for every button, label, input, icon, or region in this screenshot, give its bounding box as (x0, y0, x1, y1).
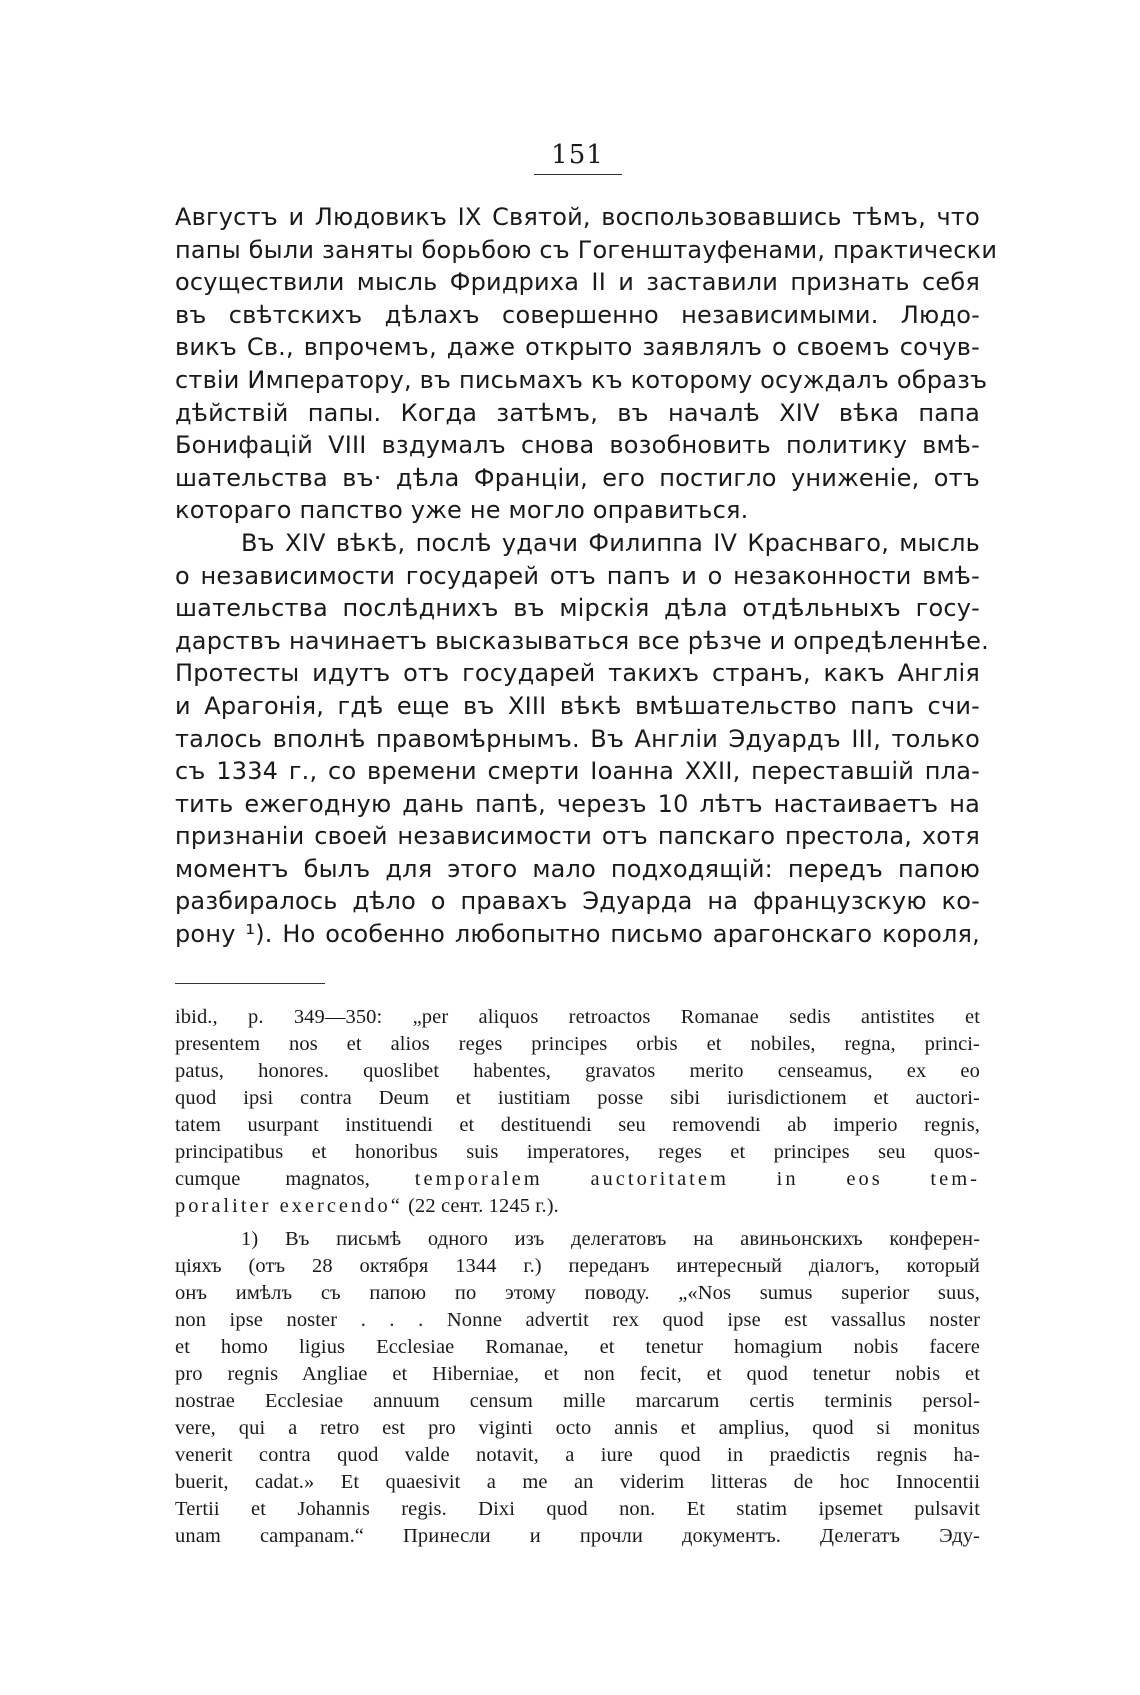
footnote-line: venerit contra quod valde notavit, a iure quod in praedictis regnis ha- (175, 1443, 980, 1466)
footnote-line: Tertii et Johannis regis. Dixi quod non. Et statim ipsemet pulsavit (175, 1497, 980, 1520)
footnote-1 (175, 1226, 980, 1550)
page-number: 151 (551, 140, 604, 170)
text-line: талось вполнѣ правомѣрнымъ. Въ Англіи Эдуардъ III, только (175, 724, 980, 753)
paragraph-1 (175, 201, 998, 527)
text-line: дарствъ начинаетъ высказываться все рѣзче и опредѣленнѣе. (175, 626, 989, 655)
text-line: тить ежегодную дань папѣ, черезъ 10 лѣтъ настаиваетъ на (175, 789, 980, 818)
text-line: Протесты идутъ отъ государей такихъ странъ, какъ Англія (175, 659, 980, 688)
text-line: Въ XIV вѣкѣ, послѣ удачи Филиппа IV Краснваго, мысль (241, 528, 980, 557)
footnote-line: unam campanam.“ Принесли и прочли документъ. Делегатъ Эду- (175, 1524, 980, 1547)
text-line: признаніи своей независимости отъ папскаго престола, хотя (175, 822, 980, 851)
spaced-emphasis: temporalem auctoritatem in eos tem- (414, 1167, 980, 1190)
text-line: папы были заняты борьбою съ Гогенштауфенами, практически (175, 235, 998, 264)
footnote-rule (175, 983, 325, 984)
text-line: котораго папство уже не могло оправиться. (175, 496, 749, 525)
text-line: Бонифацій VIII вздумалъ снова возобновить политику вмѣ- (175, 431, 980, 460)
footnote-continuation (175, 1004, 980, 1220)
footnote-line: 1) Въ письмѣ одного изъ делегатовъ на авиньонскихъ конферен- (241, 1227, 980, 1250)
footnote-line: presentem nos et alios reges principes orbis et nobiles, regna, princi- (175, 1032, 980, 1055)
footnote-line (175, 1193, 980, 1220)
text-line: и Арагонія, гдѣ еще въ XIII вѣкѣ вмѣшательство папъ счи- (175, 691, 980, 720)
page-number-rule (534, 174, 622, 175)
footnote-line (175, 1166, 980, 1193)
footnote-line: et homo ligius Ecclesiae Romanae, et tenetur homagium nobis facere (175, 1335, 980, 1358)
text-line: осуществили мысль Фридриха II и заставили признать себя (175, 268, 980, 297)
footnote-line: nostrae Ecclesiae annuum censum mille marcarum certis terminis persol- (175, 1389, 980, 1412)
footnote-line: quod ipsi contra Deum et iustitiam posse sibi iurisdictionem et auctori- (175, 1086, 980, 1109)
text-line: викъ Св., впрочемъ, даже открыто заявлялъ о своемъ сочув- (175, 333, 980, 362)
text-line: дѣйствій папы. Когда затѣмъ, въ началѣ XIV вѣка папа (175, 398, 980, 427)
text-line: шательства въ· дѣла Франціи, его постигло униженіе, отъ (175, 463, 980, 492)
book-page (175, 140, 998, 1550)
text-line: рону ¹). Но особенно любопытно письмо арагонскаго короля, (175, 920, 980, 949)
text-line: въ свѣтскихъ дѣлахъ совершенно независимыми. Людо- (175, 300, 980, 329)
footnote-line: patus, honores. quoslibet habentes, gravatos merito censeamus, ex eo (175, 1059, 980, 1082)
footnote-line: non ipse noster . . . Nonne advertit rex quod ipse est vassallus noster (175, 1308, 980, 1331)
main-text (175, 201, 998, 951)
footnote-line: principatibus et honoribus suis imperatores, reges et principes seu quos- (175, 1140, 980, 1163)
footnote-line: ціяхъ (отъ 28 октября 1344 г.) переданъ интересный діалогъ, который (175, 1254, 980, 1277)
text-line: моментъ былъ для этого мало подходящій: передъ папою (175, 854, 980, 883)
footnote-fragment: (22 сент. 1245 г.). (408, 1194, 559, 1217)
footnote-line: ibid., p. 349—350: „per aliquos retroactos Romanae sedis antistites et (175, 1005, 980, 1028)
text-line: съ 1334 г., со времени смерти Іоанна XXII, переставшій пла- (175, 757, 980, 786)
footnote-line: tatem usurpant instituendi et destituendi seu removendi ab imperio regnis, (175, 1113, 980, 1136)
footnotes (175, 1004, 980, 1550)
text-line: шательства послѣднихъ въ мірскія дѣла отдѣльныхъ госу- (175, 594, 980, 623)
footnote-line: vere, qui a retro est pro viginti octo annis et amplius, quod si monitus (175, 1416, 980, 1439)
text-line: Августъ и Людовикъ IX Святой, воспользовавшись тѣмъ, что (175, 203, 980, 231)
footnote-line: pro regnis Angliae et Hiberniae, et non fecit, et quod tenetur nobis et (175, 1362, 980, 1385)
footnote-line: онъ имѣлъ съ папою по этому поводу. „«Nos sumus superior suus, (175, 1281, 980, 1304)
text-line: о независимости государей отъ папъ и о незаконности вмѣ- (175, 561, 980, 590)
spaced-emphasis: poraliter exercendo“ (175, 1194, 403, 1217)
footnote-line: buerit, cadat.» Et quaesivit a me an viderim litteras de hoc Innocentii (175, 1470, 980, 1493)
paragraph-2 (175, 527, 989, 951)
footnote-fragment: cumque magnatos, (175, 1167, 370, 1190)
text-line: разбиралось дѣло о правахъ Эдуарда на французскую ко- (175, 887, 980, 916)
text-line: ствіи Императору, въ письмахъ къ которому осуждалъ образъ (175, 365, 988, 394)
